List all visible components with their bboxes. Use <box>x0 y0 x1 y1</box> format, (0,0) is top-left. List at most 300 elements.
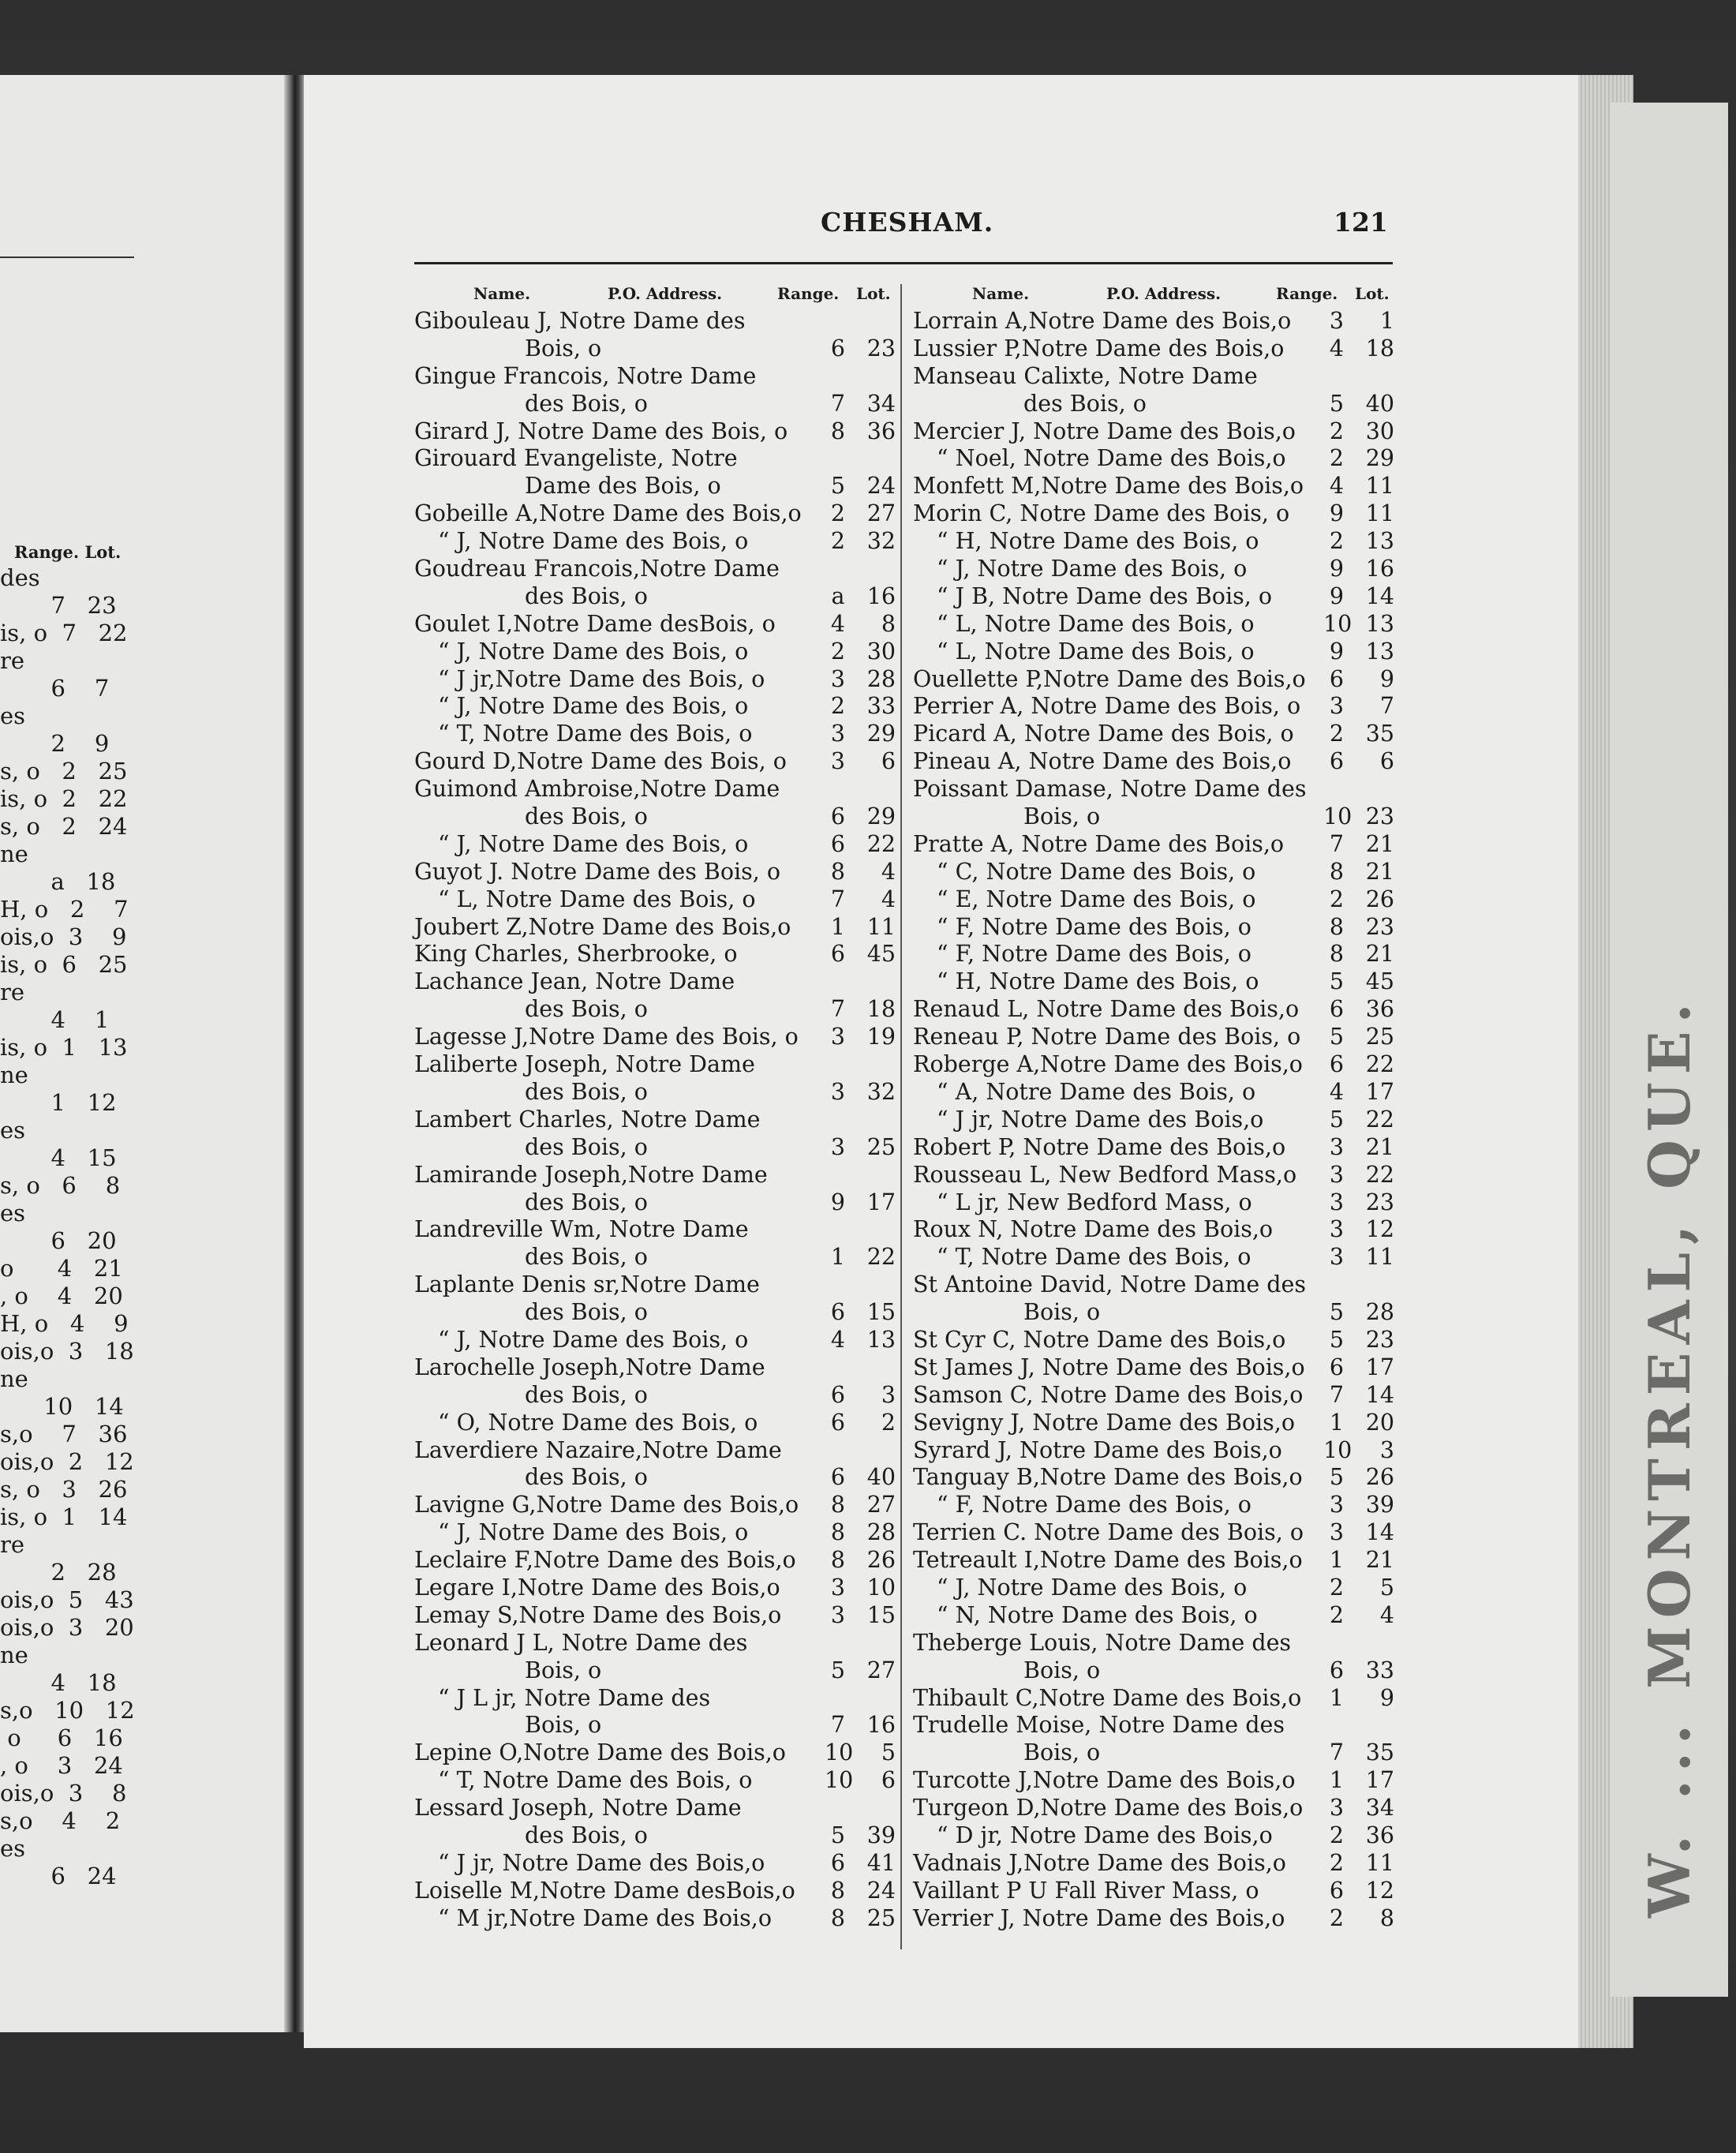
directory-entry-line <box>913 1630 1401 1657</box>
directory-entry-line <box>913 528 1401 556</box>
entry-lot: 35 <box>1365 1739 1394 1766</box>
directory-entry-line <box>913 886 1401 914</box>
entry-text: “ L jr, New Bedford Mass, o <box>937 1189 1252 1215</box>
entry-lot: 4 <box>881 886 896 912</box>
directory-entry-line <box>414 1519 902 1547</box>
entry-text: Goudreau Francois,Notre Dame <box>414 556 780 582</box>
entry-range: 6 <box>830 1299 846 1326</box>
entry-range: 3 <box>1329 1244 1345 1271</box>
entry-range: 9 <box>1329 582 1345 609</box>
entry-range: 10 <box>825 1739 854 1766</box>
entry-lot: 3 <box>881 1381 896 1408</box>
entry-range: 1 <box>1329 1409 1345 1436</box>
entry-text: Legare I,Notre Dame des Bois,o <box>414 1574 780 1601</box>
entry-lot: 23 <box>1365 1189 1394 1215</box>
directory-entry-line <box>913 1739 1401 1767</box>
left-page-fragment-line: , o 3 24 <box>0 1752 123 1779</box>
entry-lot: 15 <box>866 1299 896 1326</box>
entry-range: 5 <box>1329 1024 1345 1050</box>
left-page-fragment-line: 1 12 <box>0 1089 117 1116</box>
entry-lot: 28 <box>1365 1299 1394 1326</box>
directory-entry-line <box>414 996 902 1024</box>
entry-range: 8 <box>830 1492 846 1518</box>
entry-range: 3 <box>1329 1795 1345 1822</box>
entry-range: 3 <box>830 1133 846 1160</box>
entries-left <box>414 308 902 1933</box>
directory-entry-line <box>913 363 1401 391</box>
entry-range: 7 <box>830 996 846 1023</box>
entry-range: 10 <box>1323 803 1353 830</box>
entry-lot: 21 <box>1365 830 1394 857</box>
left-page-fragment-line: es <box>0 702 26 729</box>
entry-text: Girard J, Notre Dame des Bois, o <box>414 417 788 444</box>
entry-text: Morin C, Notre Dame des Bois, o <box>913 500 1290 527</box>
entry-range: 10 <box>1323 610 1353 637</box>
entry-lot: 21 <box>1365 941 1394 968</box>
entry-lot: 18 <box>866 996 896 1023</box>
entry-lot: 3 <box>1379 1436 1394 1463</box>
directory-entry-line <box>913 776 1401 803</box>
directory-entry-line <box>913 1464 1401 1492</box>
entry-text: “ L, Notre Dame des Bois, o <box>438 886 756 912</box>
directory-entry-line <box>913 859 1401 886</box>
directory-entry-line <box>414 748 902 776</box>
entry-lot: 6 <box>881 1767 896 1794</box>
entry-text: Poissant Damase, Notre Dame des <box>913 776 1307 803</box>
entry-text: Vadnais J,Notre Dame des Bois,o <box>913 1849 1286 1876</box>
entry-lot: 13 <box>1365 528 1394 555</box>
entry-text: “ N, Notre Dame des Bois, o <box>937 1601 1258 1628</box>
entry-text: Girouard Evangeliste, Notre <box>414 445 738 472</box>
entry-lot: 14 <box>1365 1381 1394 1408</box>
entry-range: 2 <box>1329 417 1345 444</box>
entries-right <box>913 308 1401 1933</box>
left-page-fragment-line: s,o 4 2 <box>0 1807 121 1834</box>
left-page-fragment-line: 2 28 <box>0 1559 117 1586</box>
left-page-fragment-line: 4 1 <box>0 1006 110 1033</box>
entry-text: Tanguay B,Notre Dame des Bois,o <box>913 1464 1303 1491</box>
directory-entry-line <box>414 776 902 803</box>
directory-entry-line <box>913 1382 1401 1410</box>
left-page-fragment-line: 6 24 <box>0 1863 117 1889</box>
entry-range: 8 <box>1329 913 1345 940</box>
column-header-lot: Lot. <box>856 284 891 303</box>
directory-entry-line <box>414 1134 902 1162</box>
entry-range: 7 <box>830 886 846 912</box>
entry-lot: 17 <box>866 1189 896 1215</box>
entry-lot: 5 <box>881 1739 896 1766</box>
entry-lot: 29 <box>866 721 896 747</box>
entry-text: Terrien C. Notre Dame des Bois, o <box>913 1519 1304 1546</box>
directory-entry-line <box>913 1905 1401 1933</box>
entry-text: “ Noel, Notre Dame des Bois,o <box>937 445 1286 472</box>
directory-entry-line <box>913 1657 1401 1685</box>
entry-text: “ L, Notre Dame des Bois, o <box>937 638 1255 665</box>
entry-lot: 32 <box>866 528 896 555</box>
entry-lot: 7 <box>1379 693 1394 720</box>
entry-lot: 18 <box>1365 335 1394 361</box>
entry-text: Leclaire F,Notre Dame des Bois,o <box>414 1547 796 1574</box>
entry-text: Lepine O,Notre Dame des Bois,o <box>414 1739 786 1766</box>
entry-text: “ J, Notre Dame des Bois, o <box>438 693 749 720</box>
entry-range: 2 <box>1329 445 1345 472</box>
left-page-rule <box>0 256 134 258</box>
entry-text: St Cyr C, Notre Dame des Bois,o <box>913 1326 1286 1353</box>
entry-text: Laplante Denis sr,Notre Dame <box>414 1271 760 1298</box>
entry-range: 2 <box>1329 1849 1345 1876</box>
entry-range: 6 <box>1329 665 1345 692</box>
entry-lot: 14 <box>1365 1519 1394 1546</box>
entry-range: 4 <box>830 1326 846 1353</box>
directory-entry-line <box>913 556 1401 583</box>
directory-entry-line <box>913 1602 1401 1630</box>
directory-entry-line <box>414 1079 902 1106</box>
directory-entry-line <box>913 1685 1401 1713</box>
entry-range: 1 <box>1329 1684 1345 1711</box>
entry-text: Gobeille A,Notre Dame des Bois,o <box>414 500 802 527</box>
entry-text: Guyot J. Notre Dame des Bois, o <box>414 858 781 885</box>
directory-entry-line <box>913 308 1401 335</box>
entry-range: 2 <box>1329 1601 1345 1628</box>
entry-lot: 14 <box>1365 582 1394 609</box>
directory-entry-line <box>414 556 902 583</box>
directory-entry-line <box>913 1134 1401 1162</box>
entry-text: “ D jr, Notre Dame des Bois,o <box>937 1822 1273 1848</box>
entry-text: “ J, Notre Dame des Bois, o <box>937 1574 1248 1601</box>
entry-text: Thibault C,Notre Dame des Bois,o <box>913 1684 1302 1711</box>
directory-entry-line <box>913 968 1401 996</box>
entry-range: 2 <box>830 693 846 720</box>
entry-lot: 5 <box>1379 1574 1394 1601</box>
entry-text: Bois, o <box>525 335 602 361</box>
entry-text: Goulet I,Notre Dame desBois, o <box>414 610 776 637</box>
entry-range: 1 <box>1329 1547 1345 1574</box>
entry-lot: 23 <box>1365 913 1394 940</box>
entry-text: Mercier J, Notre Dame des Bois,o <box>913 417 1296 444</box>
entry-lot: 33 <box>866 693 896 720</box>
left-page-fragment-line: s, o 3 26 <box>0 1476 128 1503</box>
entry-range: 10 <box>1323 1436 1353 1463</box>
entry-range: 8 <box>830 417 846 444</box>
entry-text: “ T, Notre Dame des Bois, o <box>438 1767 753 1794</box>
entry-range: 8 <box>1329 858 1345 885</box>
entry-text: “ J, Notre Dame des Bois, o <box>438 528 749 555</box>
left-page-fragment-line: 2 9 <box>0 730 110 757</box>
directory-entry-line <box>913 1327 1401 1354</box>
entry-text: Lamirande Joseph,Notre Dame <box>414 1161 768 1188</box>
entry-text: Sevigny J, Notre Dame des Bois,o <box>913 1409 1295 1436</box>
directory-entry-line <box>414 1299 902 1327</box>
directory-entry-line <box>913 1271 1401 1299</box>
entry-text: Bois, o <box>525 1657 602 1683</box>
entry-range: 6 <box>1329 1051 1345 1078</box>
directory-entry-line <box>913 1354 1401 1382</box>
directory-entry-line <box>913 693 1401 721</box>
entry-text: Loiselle M,Notre Dame desBois,o <box>414 1877 795 1904</box>
entry-range: 3 <box>830 1601 846 1628</box>
left-page-fragment-line: o 6 16 <box>0 1724 123 1751</box>
entry-lot: 21 <box>1365 1547 1394 1574</box>
directory-entry-line <box>414 914 902 942</box>
directory-entry-line <box>913 941 1401 968</box>
directory-entry-line <box>414 1437 902 1465</box>
left-page-fragment-line: 7 23 <box>0 592 117 619</box>
entry-range: 9 <box>1329 638 1345 665</box>
entry-range: 3 <box>830 721 846 747</box>
entry-text: Theberge Louis, Notre Dame des <box>913 1629 1292 1656</box>
directory-entry-line <box>414 1410 902 1437</box>
entry-text: Pratte A, Notre Dame des Bois,o <box>913 830 1285 857</box>
entry-lot: 36 <box>1365 996 1394 1023</box>
left-page-fragment-line: ois,o 5 43 <box>0 1586 134 1613</box>
directory-entry-line <box>913 1216 1401 1244</box>
directory-entry-line <box>913 803 1401 831</box>
directory-entry-line <box>913 1574 1401 1602</box>
entry-text: Tetreault I,Notre Dame des Bois,o <box>913 1547 1303 1574</box>
entry-text: Perrier A, Notre Dame des Bois, o <box>913 693 1301 720</box>
left-page-fragment-line: s, o 6 8 <box>0 1172 121 1199</box>
entry-range: 7 <box>1329 830 1345 857</box>
directory-entry-line <box>913 1767 1401 1795</box>
entry-lot: 1 <box>1379 308 1394 334</box>
entry-lot: 26 <box>1365 1464 1394 1491</box>
entry-range: 8 <box>830 1519 846 1546</box>
entry-lot: 29 <box>1365 445 1394 472</box>
entry-text: Bois, o <box>1023 803 1101 830</box>
entry-range: 8 <box>830 858 846 885</box>
directory-entry-line <box>913 473 1401 500</box>
entry-range: 7 <box>830 1712 846 1739</box>
entry-text: “ J, Notre Dame des Bois, o <box>937 556 1248 582</box>
entry-text: “ H, Notre Dame des Bois, o <box>937 968 1259 995</box>
directory-entry-line <box>913 666 1401 694</box>
entry-text: “ J B, Notre Dame des Bois, o <box>937 582 1272 609</box>
directory-entry-line <box>913 1850 1401 1878</box>
directory-entry-line <box>913 1410 1401 1437</box>
entry-lot: 4 <box>881 858 896 885</box>
entry-text: Trudelle Moise, Notre Dame des <box>913 1712 1285 1739</box>
entry-range: 6 <box>1329 1877 1345 1904</box>
entry-lot: 45 <box>866 941 896 968</box>
directory-entry-line <box>913 1795 1401 1822</box>
entry-range: 8 <box>830 1547 846 1574</box>
entry-text: Roux N, Notre Dame des Bois,o <box>913 1216 1274 1243</box>
left-page-fragment-line: es <box>0 1835 26 1862</box>
entry-range: 4 <box>1329 1078 1345 1105</box>
entry-lot: 25 <box>866 1904 896 1931</box>
left-page-fragment-line: 4 15 <box>0 1144 117 1171</box>
entry-text: Lessard Joseph, Notre Dame <box>414 1795 742 1822</box>
entry-text: des Bois, o <box>525 1381 648 1408</box>
entry-range: 6 <box>830 1409 846 1436</box>
entry-text: Robert P, Notre Dame des Bois,o <box>913 1133 1286 1160</box>
entry-range: 2 <box>1329 1904 1345 1931</box>
directory-entry-line <box>913 1822 1401 1850</box>
entry-range: 8 <box>830 1904 846 1931</box>
entry-lot: 21 <box>1365 1133 1394 1160</box>
entry-range: 1 <box>830 1244 846 1271</box>
directory-entry-line <box>414 1382 902 1410</box>
directory-entry-line <box>913 1051 1401 1079</box>
entry-text: des Bois, o <box>525 996 648 1023</box>
directory-entry-line <box>414 1189 902 1217</box>
directory-entry-line <box>414 1271 902 1299</box>
directory-entry-line <box>414 583 902 611</box>
left-page-fragment-line: ois,o 3 8 <box>0 1780 127 1807</box>
entry-text: Gibouleau J, Notre Dame des <box>414 308 746 334</box>
directory-entry-line <box>414 1574 902 1602</box>
directory-entry-line <box>913 500 1401 528</box>
directory-entry-line <box>414 886 902 914</box>
directory-entry-line <box>913 1106 1401 1134</box>
entry-range: 5 <box>1329 1464 1345 1491</box>
entry-lot: 11 <box>1365 1849 1394 1876</box>
directory-entry-line <box>913 418 1401 446</box>
left-page-fragment-line: ois,o 3 9 <box>0 923 127 950</box>
directory-entry-line <box>913 335 1401 363</box>
directory-entry-line <box>414 1162 902 1189</box>
entry-range: 2 <box>1329 1822 1345 1848</box>
directory-entry-line <box>414 693 902 721</box>
column-header-name: Name. <box>972 284 1030 303</box>
entry-text: Bois, o <box>1023 1739 1101 1766</box>
left-page-fragment-line: ois,o 3 18 <box>0 1338 134 1365</box>
entry-text: Pineau A, Notre Dame des Bois,o <box>913 748 1292 775</box>
entry-text: “ J, Notre Dame des Bois, o <box>438 1519 749 1546</box>
directory-entry-line <box>414 1024 902 1051</box>
entry-text: Ouellette P,Notre Dame des Bois,o <box>913 665 1306 692</box>
entry-text: Leonard J L, Notre Dame des <box>414 1629 748 1656</box>
entry-range: 5 <box>1329 1106 1345 1133</box>
entry-range: 3 <box>1329 1216 1345 1243</box>
entry-range: 3 <box>830 665 846 692</box>
entry-range: 2 <box>1329 721 1345 747</box>
column-header-range: Range. <box>777 284 840 303</box>
left-page-fragment-line: is, o 7 22 <box>0 620 128 646</box>
left-page <box>0 75 296 2032</box>
entry-lot: 23 <box>1365 1326 1394 1353</box>
entry-text: Bois, o <box>525 1712 602 1739</box>
entry-lot: 19 <box>866 1024 896 1050</box>
entry-range: 6 <box>1329 1657 1345 1683</box>
entry-text: “ J, Notre Dame des Bois, o <box>438 830 749 857</box>
entry-range: 5 <box>830 1657 846 1683</box>
left-page-fragment-line: is, o 1 13 <box>0 1034 128 1061</box>
entry-range: 9 <box>830 1189 846 1215</box>
entry-lot: 16 <box>866 1712 896 1739</box>
entry-text: des Bois, o <box>525 803 648 830</box>
entry-range: 2 <box>830 638 846 665</box>
entry-range: 4 <box>830 610 846 637</box>
directory-entry-line <box>913 1547 1401 1574</box>
left-page-fragment-line: is, o 2 22 <box>0 785 128 812</box>
directory-entry-line <box>414 445 902 473</box>
entry-lot: 12 <box>1365 1216 1394 1243</box>
entry-text: Gingue Francois, Notre Dame <box>414 362 757 389</box>
entry-range: 6 <box>1329 748 1345 775</box>
entry-lot: 22 <box>1365 1051 1394 1078</box>
entry-range: 6 <box>1329 996 1345 1023</box>
entry-range: 4 <box>1329 335 1345 361</box>
entry-text: des Bois, o <box>1023 390 1147 417</box>
directory-entry-line <box>414 831 902 859</box>
entry-text: “ F, Notre Dame des Bois, o <box>937 913 1251 940</box>
entry-text: Reneau P, Notre Dame des Bois, o <box>913 1024 1301 1050</box>
directory-entry-line <box>414 308 902 335</box>
entry-range: 1 <box>1329 1767 1345 1794</box>
entry-lot: 27 <box>866 500 896 527</box>
directory-column-right <box>913 284 1401 1933</box>
entry-text: St James J, Notre Dame des Bois,o <box>913 1354 1305 1380</box>
entry-lot: 34 <box>866 390 896 417</box>
entry-range: 7 <box>1329 1381 1345 1408</box>
entry-lot: 21 <box>1365 858 1394 885</box>
directory-entry-line <box>414 1051 902 1079</box>
entry-range: 4 <box>1329 473 1345 500</box>
entry-text: Gourd D,Notre Dame des Bois, o <box>414 748 787 775</box>
directory-entry-line <box>414 1685 902 1713</box>
entry-lot: 11 <box>1365 500 1394 527</box>
directory-entry-line <box>913 1712 1401 1739</box>
column-header-lot: Lot. <box>1355 284 1390 303</box>
entry-lot: 45 <box>1365 968 1394 995</box>
entry-lot: 34 <box>1365 1795 1394 1822</box>
directory-entry-line <box>414 1850 902 1878</box>
entry-range: 7 <box>1329 1739 1345 1766</box>
entry-text: Picard A, Notre Dame des Bois, o <box>913 721 1294 747</box>
entry-text: Renaud L, Notre Dame des Bois,o <box>913 996 1300 1023</box>
entry-text: des Bois, o <box>525 1464 648 1491</box>
entry-lot: 13 <box>1365 638 1394 665</box>
entry-lot: 39 <box>1365 1492 1394 1518</box>
entry-lot: 27 <box>866 1657 896 1683</box>
left-page-column-header: Range. Lot. <box>14 542 122 562</box>
left-page-fragment-line: re <box>0 647 25 674</box>
entry-range: 2 <box>1329 886 1345 912</box>
entry-text: Manseau Calixte, Notre Dame <box>913 362 1258 389</box>
directory-entry-line <box>913 996 1401 1024</box>
left-page-fragment-line: es <box>0 1200 26 1226</box>
directory-entry-line <box>913 1878 1401 1905</box>
directory-entry-line <box>913 1299 1401 1327</box>
entry-range: 6 <box>830 1464 846 1491</box>
directory-entry-line <box>414 1327 902 1354</box>
directory-entry-line <box>913 914 1401 942</box>
entry-range: 9 <box>1329 556 1345 582</box>
entry-text: Lussier P,Notre Dame des Bois,o <box>913 335 1285 361</box>
entry-lot: 29 <box>866 803 896 830</box>
directory-entry-line <box>414 363 902 391</box>
entry-text: “ C, Notre Dame des Bois, o <box>937 858 1256 885</box>
entry-range: 3 <box>1329 1492 1345 1518</box>
directory-entry-line <box>913 1437 1401 1465</box>
entry-lot: 8 <box>881 610 896 637</box>
entry-range: 3 <box>830 1574 846 1601</box>
entry-range: 5 <box>1329 1326 1345 1353</box>
directory-entry-line <box>414 803 902 831</box>
entry-text: Bois, o <box>1023 1299 1101 1326</box>
entry-lot: 36 <box>866 417 896 444</box>
left-page-fragment-line: ne <box>0 1642 28 1668</box>
entry-range: 6 <box>830 1381 846 1408</box>
entry-text: King Charles, Sherbrooke, o <box>414 941 738 968</box>
entry-text: Lachance Jean, Notre Dame <box>414 968 735 995</box>
entry-text: Monfett M,Notre Dame des Bois,o <box>913 473 1304 500</box>
entry-lot: 8 <box>1379 1904 1394 1931</box>
directory-column-left <box>414 284 902 1933</box>
entry-text: Rousseau L, New Bedford Mass,o <box>913 1161 1297 1188</box>
entry-text: Laliberte Joseph, Notre Dame <box>414 1051 755 1078</box>
